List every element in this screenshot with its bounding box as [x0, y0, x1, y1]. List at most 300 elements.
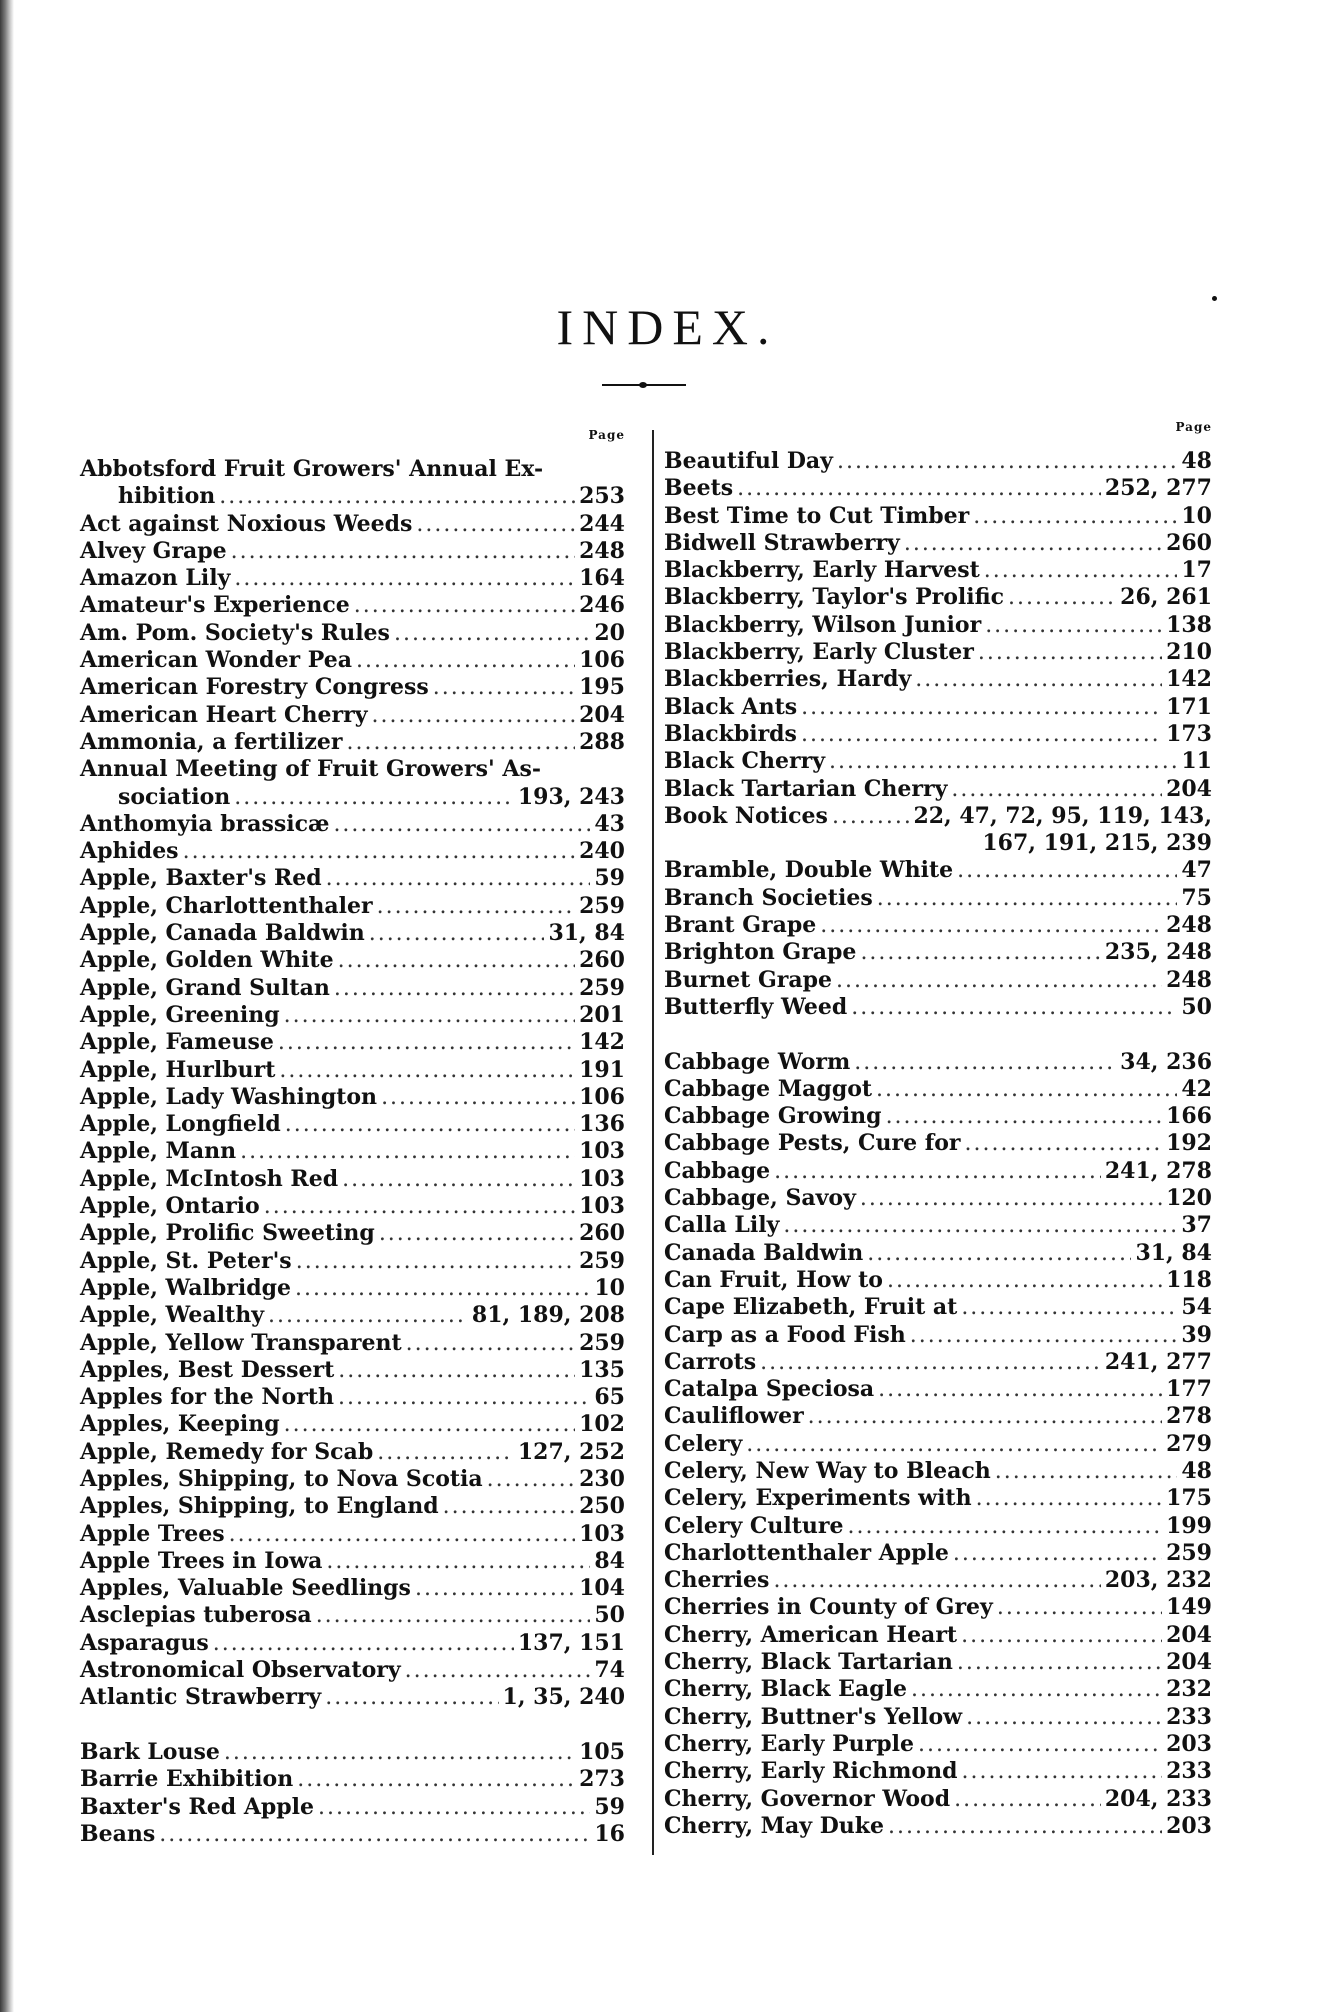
- index-entry: [664, 1813, 1212, 1840]
- index-entry-pages: 149: [1166, 1594, 1212, 1621]
- index-entry-term: Apple, Baxter's Red: [80, 865, 322, 892]
- index-entry-pages: 74: [594, 1657, 625, 1684]
- index-entry-pages: 50: [594, 1602, 625, 1629]
- index-entry-term: Branch Societies: [664, 884, 873, 911]
- dot-leader: [394, 620, 590, 647]
- index-entry-pages: 232: [1166, 1676, 1212, 1703]
- index-entry-term: Apple, Fameuse: [80, 1029, 274, 1056]
- index-entry: [664, 1185, 1212, 1212]
- dot-leader: [860, 1185, 1162, 1212]
- index-entry-pages: 105: [579, 1738, 625, 1765]
- index-entry-term: Apple, Golden White: [80, 947, 334, 974]
- index-entry: [80, 538, 625, 565]
- index-entry-term: hibition: [118, 483, 216, 510]
- index-entry-term: Cherries: [664, 1567, 770, 1594]
- index-entry: [664, 612, 1212, 639]
- index-entry: [664, 1540, 1212, 1567]
- index-entry: [80, 1138, 625, 1165]
- index-entry-term: Cherry, Early Richmond: [664, 1758, 958, 1785]
- index-entry-term: Apple, Mann: [80, 1138, 237, 1165]
- index-entry: [80, 1384, 625, 1411]
- dot-leader: [877, 885, 1178, 912]
- dot-leader: [801, 721, 1162, 748]
- index-entry-term: Asparagus: [80, 1629, 209, 1656]
- index-entry: [80, 1684, 625, 1711]
- index-entry: [80, 456, 625, 483]
- dot-leader: [296, 1248, 575, 1275]
- index-entry-pages: 59: [594, 1793, 625, 1820]
- index-entry-term: Apple, Prolific Sweeting: [80, 1220, 375, 1247]
- index-entry-pages: 192: [1166, 1130, 1212, 1157]
- index-entry: [664, 1513, 1212, 1540]
- index-entry: [80, 1248, 625, 1275]
- index-entry: [664, 885, 1212, 912]
- index-entry-pages: 191: [579, 1056, 625, 1083]
- index-entry: [664, 803, 1212, 830]
- index-entry: [80, 756, 625, 783]
- index-entry-term: Bidwell Strawberry: [664, 529, 900, 556]
- index-entry-pages: 204: [1166, 775, 1212, 802]
- index-entry-term: Apple, McIntosh Red: [80, 1165, 339, 1192]
- index-entry: [80, 1275, 625, 1302]
- index-entry-term: Butterfly Weed: [664, 993, 848, 1020]
- index-entry-pages: 235, 248: [1104, 939, 1212, 966]
- index-entry-pages: 10: [594, 1274, 625, 1301]
- index-entry: [664, 1704, 1212, 1731]
- index-entry: [664, 1158, 1212, 1185]
- index-entry: [664, 857, 1212, 884]
- dot-leader: [354, 592, 575, 619]
- index-entry-term: Charlottenthaler Apple: [664, 1539, 949, 1566]
- index-entry-term: Apple, St. Peter's: [80, 1247, 292, 1274]
- index-entry: [80, 1521, 625, 1548]
- dot-leader: [965, 1130, 1163, 1157]
- index-entry: [80, 1330, 625, 1357]
- index-entry: [664, 1376, 1212, 1403]
- dot-leader: [334, 975, 575, 1002]
- index-entry-term: Apple, Grand Sultan: [80, 974, 330, 1001]
- index-entry-term: Celery, New Way to Bleach: [664, 1457, 991, 1484]
- index-entry-pages: 142: [579, 1029, 625, 1056]
- dot-leader: [854, 1049, 1116, 1076]
- dot-leader: [213, 1630, 514, 1657]
- index-entry-term: Annual Meeting of Fruit Growers' As-: [80, 756, 541, 783]
- index-entry-pages: 104: [579, 1575, 625, 1602]
- index-entry-pages: 103: [579, 1165, 625, 1192]
- index-entry-term: Baxter's Red Apple: [80, 1793, 315, 1820]
- index-entry: [664, 1594, 1212, 1621]
- index-entry-term: Aphides: [80, 838, 179, 865]
- index-entry-term: Blackberry, Early Harvest: [664, 557, 980, 584]
- index-entry-pages: 22, 47, 72, 95, 119, 143,: [913, 802, 1212, 829]
- index-entry-term: Cherry, May Duke: [664, 1812, 885, 1839]
- index-entry: [664, 694, 1212, 721]
- index-entry-pages: 204: [1166, 1649, 1212, 1676]
- dot-leader: [279, 1057, 575, 1084]
- index-entry-list: [664, 448, 1212, 1840]
- index-column-left: [80, 428, 625, 1848]
- index-entry-term: Calla Lily: [664, 1212, 780, 1239]
- index-entry-term: Cherry, American Heart: [664, 1621, 958, 1648]
- dot-leader: [219, 483, 575, 510]
- index-entry-pages: 244: [579, 510, 625, 537]
- index-entry: [664, 448, 1212, 475]
- index-entry: [80, 647, 625, 674]
- index-entry-term: Ammonia, a fertilizer: [80, 728, 343, 755]
- dot-leader: [379, 1220, 575, 1247]
- index-entry-term: Cherry, Buttner's Yellow: [664, 1703, 963, 1730]
- index-entry: [80, 1630, 625, 1657]
- index-entry: [80, 592, 625, 619]
- dot-leader: [783, 1212, 1177, 1239]
- index-entry-pages: 1, 35, 240: [502, 1684, 625, 1711]
- index-entry: [80, 784, 625, 811]
- index-entry-term: Apple Trees in Iowa: [80, 1547, 323, 1574]
- dot-leader: [961, 1294, 1177, 1321]
- index-entry: [664, 1786, 1212, 1813]
- column-divider: [652, 430, 654, 1855]
- index-entry: [664, 1349, 1212, 1376]
- index-entry-term: Beautiful Day: [664, 448, 833, 474]
- index-entry-pages: 273: [579, 1766, 625, 1793]
- index-entry-term: sociation: [118, 783, 231, 810]
- index-entry-pages: 173: [1166, 720, 1212, 747]
- index-entry: [80, 729, 625, 756]
- dot-leader: [737, 475, 1101, 502]
- dot-leader: [832, 803, 910, 830]
- index-entry: [664, 1267, 1212, 1294]
- index-entry: [664, 557, 1212, 584]
- index-entry-pages: 233: [1166, 1703, 1212, 1730]
- index-entry-term: Act against Noxious Weeds: [80, 510, 413, 537]
- dot-leader: [876, 1076, 1177, 1103]
- index-entry-pages: 204, 233: [1104, 1785, 1212, 1812]
- index-entry: [664, 1567, 1212, 1594]
- index-entry: [80, 975, 625, 1002]
- index-entry-pages: 50: [1181, 993, 1212, 1020]
- dot-leader: [405, 1657, 591, 1684]
- index-entry: [664, 1676, 1212, 1703]
- index-entry-term: Amazon Lily: [80, 565, 231, 592]
- index-entry: [664, 584, 1212, 611]
- index-entry: [664, 939, 1212, 966]
- index-entry-pages: 102: [579, 1411, 625, 1438]
- index-entry-term: Apples, Best Dessert: [80, 1356, 335, 1383]
- index-entry-term: Apple, Wealthy: [80, 1302, 264, 1329]
- dot-leader: [443, 1493, 575, 1520]
- index-entry: [80, 511, 625, 538]
- index-entry: [80, 483, 625, 510]
- index-entry-pages: 259: [579, 974, 625, 1001]
- index-entry: [80, 620, 625, 647]
- index-entry-term: Cherry, Governor Wood: [664, 1785, 951, 1812]
- index-entry-term: Apple, Walbridge: [80, 1274, 292, 1301]
- index-entry-pages: 42: [1181, 1075, 1212, 1102]
- index-entry: [664, 1649, 1212, 1676]
- index-entry: [664, 639, 1212, 666]
- index-entry-pages: 203: [1166, 1730, 1212, 1757]
- dot-leader: [957, 857, 1177, 884]
- index-entry-term: Cabbage Worm: [664, 1048, 851, 1075]
- index-entry-pages: 260: [1166, 529, 1212, 556]
- index-entry: [80, 674, 625, 701]
- index-entry-term: Best Time to Cut Timber: [664, 502, 970, 529]
- index-entry-pages: 193, 243: [517, 783, 625, 810]
- index-entry-term: Apple, Greening: [80, 1001, 280, 1028]
- index-entry-term: Blackberry, Early Cluster: [664, 639, 974, 666]
- index-entry-term: Cauliflower: [664, 1403, 804, 1430]
- index-entry-term: Blackberry, Wilson Junior: [664, 611, 982, 638]
- index-entry: [80, 1548, 625, 1575]
- dot-leader: [984, 557, 1178, 584]
- index-entry-pages: 17: [1181, 557, 1212, 584]
- index-entry: [664, 1240, 1212, 1267]
- dot-leader: [976, 1485, 1162, 1512]
- index-entry-term: Black Ants: [664, 693, 798, 720]
- index-entry: [664, 994, 1212, 1021]
- index-entry-term: Amateur's Experience: [80, 592, 350, 619]
- index-entry-list: [80, 456, 625, 1848]
- index-entry-pages: 253: [579, 483, 625, 510]
- dot-leader: [1008, 584, 1116, 611]
- index-entry-pages: 259: [579, 1247, 625, 1274]
- index-entry-pages: 248: [1166, 912, 1212, 939]
- dot-leader: [918, 1731, 1162, 1758]
- index-entry-pages: 230: [579, 1465, 625, 1492]
- index-entry: [80, 1357, 625, 1384]
- dot-leader: [234, 784, 514, 811]
- index-entry-pages: 240: [579, 838, 625, 865]
- index-entry-term: Cabbage: [664, 1157, 771, 1184]
- index-entry-pages: 248: [1166, 966, 1212, 993]
- index-entry-term: Am. Pom. Society's Rules: [80, 619, 390, 646]
- dot-leader: [224, 1739, 575, 1766]
- dot-leader: [773, 1567, 1100, 1594]
- page-column-heading: Page: [1175, 420, 1212, 434]
- index-entry-pages: 201: [579, 1001, 625, 1028]
- index-entry: [80, 702, 625, 729]
- index-entry-pages: 279: [1166, 1430, 1212, 1457]
- dot-leader: [997, 1594, 1162, 1621]
- index-entry: [664, 1049, 1212, 1076]
- dot-leader: [231, 538, 575, 565]
- dot-leader: [229, 1521, 575, 1548]
- index-entry-pages: 103: [579, 1193, 625, 1220]
- index-entry-pages: 260: [579, 947, 625, 974]
- index-entry-term: Black Tartarian Cherry: [664, 775, 948, 802]
- index-entry-term: Apple Trees: [80, 1520, 225, 1547]
- index-entry-term: Apple, Longfield: [80, 1111, 281, 1138]
- dot-leader: [985, 612, 1162, 639]
- index-entry-pages: 127, 252: [517, 1438, 625, 1465]
- dot-leader: [297, 1766, 575, 1793]
- index-entry: [80, 947, 625, 974]
- index-entry-term: Apple, Remedy for Scab: [80, 1438, 374, 1465]
- dot-leader: [995, 1458, 1178, 1485]
- index-entry: [664, 1212, 1212, 1239]
- dot-leader: [415, 1575, 575, 1602]
- index-entry-pages: 48: [1181, 1457, 1212, 1484]
- index-entry-pages: 11: [1181, 748, 1212, 775]
- index-entry: [80, 1111, 625, 1138]
- index-entry: [80, 1220, 625, 1247]
- index-entry-pages: 106: [579, 647, 625, 674]
- index-entry: [664, 475, 1212, 502]
- index-entry-term: Catalpa Speciosa: [664, 1376, 875, 1403]
- index-entry-term: Celery, Experiments with: [664, 1485, 972, 1512]
- index-entry: [80, 893, 625, 920]
- index-entry-pages: 278: [1166, 1403, 1212, 1430]
- index-entry: [80, 565, 625, 592]
- dot-leader: [808, 1403, 1162, 1430]
- index-entry-term: Blackberry, Taylor's Prolific: [664, 584, 1005, 611]
- index-entry-pages: 84: [594, 1547, 625, 1574]
- index-entry: [80, 1439, 625, 1466]
- index-entry: [80, 1302, 625, 1329]
- index-entry: [80, 1166, 625, 1193]
- dot-leader: [284, 1002, 575, 1029]
- index-entry-pages: 142: [1166, 666, 1212, 693]
- index-entry-pages: 75: [1181, 884, 1212, 911]
- index-entry-pages: 59: [594, 865, 625, 892]
- index-entry-pages: 260: [579, 1220, 625, 1247]
- index-entry: [80, 1794, 625, 1821]
- dot-leader: [338, 947, 575, 974]
- index-entry-pages: 138: [1166, 611, 1212, 638]
- index-entry-term: Asclepias tuberosa: [80, 1602, 312, 1629]
- dot-leader: [342, 1166, 575, 1193]
- index-entry-pages: 34, 236: [1120, 1048, 1212, 1075]
- index-entry-term: Abbotsford Fruit Growers' Annual Ex-: [80, 456, 544, 482]
- index-entry-term: Apple, Yellow Transparent: [80, 1329, 402, 1356]
- index-column-right: [664, 420, 1212, 1840]
- dot-leader: [369, 920, 545, 947]
- index-entry-term: Celery: [664, 1430, 743, 1457]
- index-entry-pages: 103: [579, 1520, 625, 1547]
- index-entry-pages: 204: [579, 701, 625, 728]
- dot-leader: [406, 1330, 575, 1357]
- index-entry: [80, 1493, 625, 1520]
- index-entry: [664, 1076, 1212, 1103]
- dot-leader: [966, 1704, 1162, 1731]
- index-entry: [664, 776, 1212, 803]
- dot-leader: [381, 1084, 575, 1111]
- index-entry: [664, 1130, 1212, 1157]
- index-entry-pages: 204: [1166, 1621, 1212, 1648]
- dot-leader: [183, 838, 575, 865]
- index-entry-term: Atlantic Strawberry: [80, 1684, 322, 1711]
- index-entry: [80, 865, 625, 892]
- index-entry-term: Beans: [80, 1820, 156, 1847]
- index-entry-pages: 171: [1166, 693, 1212, 720]
- dot-leader: [887, 1267, 1162, 1294]
- index-entry-pages: 136: [579, 1111, 625, 1138]
- dot-leader: [829, 748, 1177, 775]
- index-entry-pages: 248: [579, 537, 625, 564]
- dot-leader: [888, 1813, 1162, 1840]
- index-entry-term: Brighton Grape: [664, 939, 857, 966]
- index-entry-pages: 177: [1166, 1376, 1212, 1403]
- index-entry-term: Apples, Valuable Seedlings: [80, 1575, 411, 1602]
- page-title: INDEX.: [556, 299, 779, 355]
- index-entry: [664, 1103, 1212, 1130]
- dot-leader: [915, 666, 1162, 693]
- index-entry-term: Brant Grape: [664, 912, 817, 939]
- dot-leader: [338, 1357, 575, 1384]
- index-entry-pages: 166: [1166, 1103, 1212, 1130]
- index-entry-pages: 120: [1166, 1185, 1212, 1212]
- index-entry-pages: 26, 261: [1120, 584, 1212, 611]
- dot-leader: [318, 1794, 590, 1821]
- index-entry: [80, 1029, 625, 1056]
- index-entry: [80, 838, 625, 865]
- dot-leader: [860, 939, 1100, 966]
- dot-leader: [347, 729, 576, 756]
- dot-leader: [961, 1622, 1162, 1649]
- index-entry-term: Carp as a Food Fish: [664, 1321, 906, 1348]
- dot-leader: [951, 776, 1162, 803]
- index-entry-pages: 164: [579, 565, 625, 592]
- index-entry-pages: 203, 232: [1104, 1567, 1212, 1594]
- dot-leader: [910, 1322, 1178, 1349]
- index-entry-pages: 252, 277: [1104, 475, 1212, 502]
- dot-leader: [326, 1548, 590, 1575]
- index-entry-term: Celery Culture: [664, 1512, 844, 1539]
- index-entry-pages: 259: [579, 1329, 625, 1356]
- dot-leader: [268, 1302, 468, 1329]
- index-entry-term: Apple, Hurlburt: [80, 1056, 276, 1083]
- index-entry-term: American Wonder Pea: [80, 647, 353, 674]
- index-entry: [664, 1294, 1212, 1321]
- dot-leader: [878, 1376, 1162, 1403]
- index-entry-pages: 246: [579, 592, 625, 619]
- index-entry-pages: 195: [579, 674, 625, 701]
- index-entry-pages: 81, 189, 208: [471, 1302, 625, 1329]
- index-entry: [80, 920, 625, 947]
- index-entry-term: Carrots: [664, 1348, 757, 1375]
- index-entry-pages: 43: [594, 810, 625, 837]
- index-entry-term: Anthomyia brassicæ: [80, 810, 330, 837]
- dot-leader: [978, 639, 1162, 666]
- dot-leader: [954, 1786, 1101, 1813]
- dot-leader: [326, 865, 591, 892]
- index-entry-term: Alvey Grape: [80, 537, 227, 564]
- index-entry-pages: 31, 84: [548, 920, 625, 947]
- index-entry-pages: 259: [579, 892, 625, 919]
- index-entry: [80, 1411, 625, 1438]
- dot-leader: [234, 565, 575, 592]
- index-entry-term: Astronomical Observatory: [80, 1657, 401, 1684]
- index-entry-term: Apple, Charlottenthaler: [80, 892, 373, 919]
- index-entry: [80, 1002, 625, 1029]
- dot-leader: [325, 1684, 498, 1711]
- dot-leader: [487, 1466, 575, 1493]
- index-entry-term: Apples, Keeping: [80, 1411, 280, 1438]
- dot-leader: [836, 967, 1162, 994]
- index-entry-pages: 167, 191, 215, 239: [982, 830, 1212, 857]
- index-entry-pages: 203: [1166, 1812, 1212, 1839]
- index-entry: [80, 1766, 625, 1793]
- index-entry-pages: 103: [579, 1138, 625, 1165]
- page-column-heading: Page: [588, 428, 625, 442]
- dot-leader: [851, 994, 1177, 1021]
- index-entry-term: Book Notices: [664, 802, 828, 829]
- index-entry-term: Apple, Ontario: [80, 1193, 260, 1220]
- dot-leader: [760, 1349, 1101, 1376]
- index-entry-pages: 288: [579, 728, 625, 755]
- index-entry: [80, 1657, 625, 1684]
- index-entry-term: Bramble, Double White: [664, 857, 954, 884]
